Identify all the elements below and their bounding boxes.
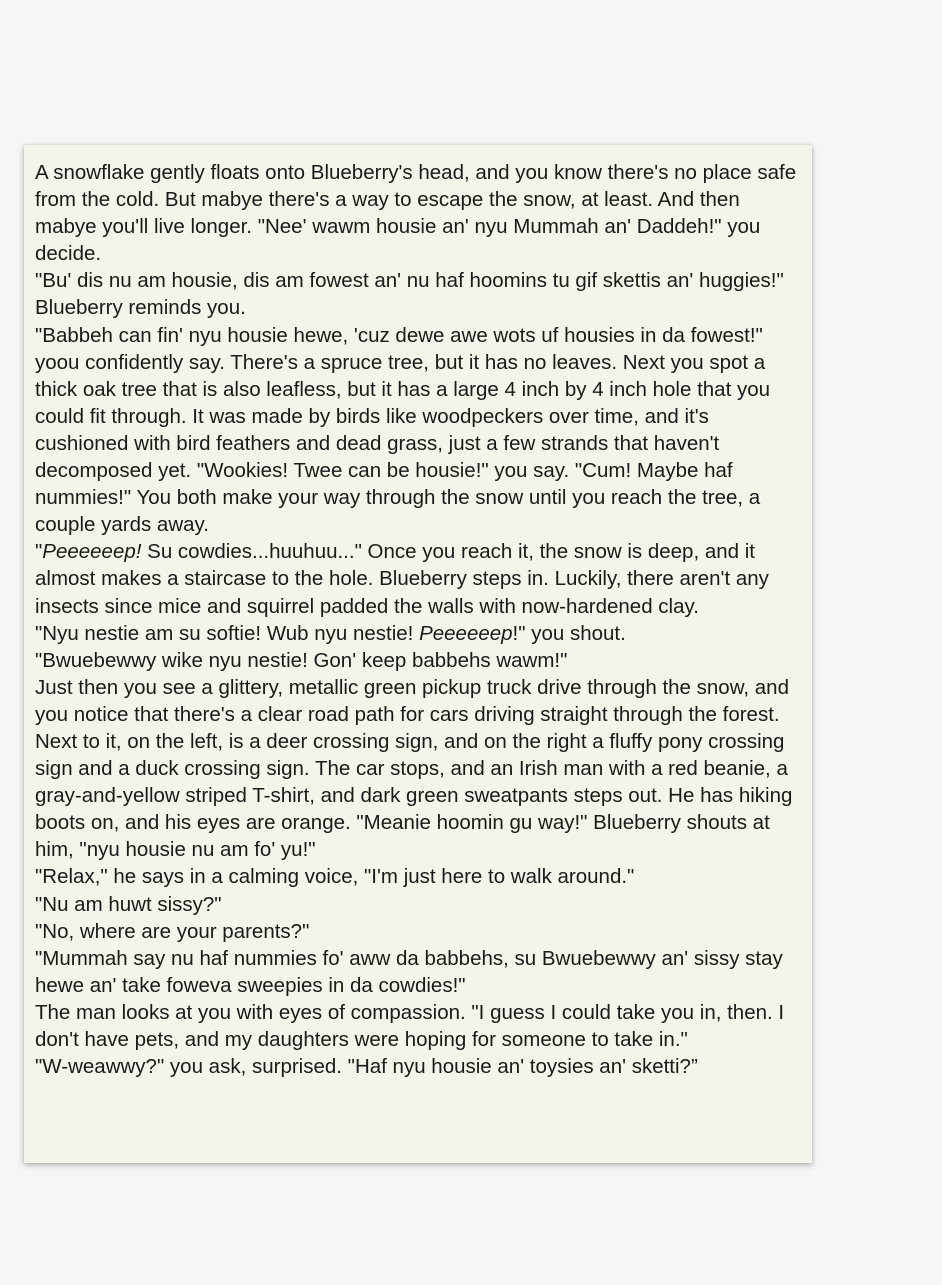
paragraph: "Bu' dis nu am housie, dis am fowest an' nu haf hoomins tu gif skettis an' huggies!" Blueberry reminds you.	[35, 269, 784, 320]
paragraph: "Mummah say nu haf nummies fo' aww da babbehs, su Bwuebewwy an' sissy stay hewe an' take foweva sweepies in da cowdies!"	[35, 946, 783, 997]
paragraph: A snowflake gently floats onto Blueberry's head, and you know there's no place safe from the cold. But mabye there's a way to escape the snow, at least. And then mabye you'll live longer. "Nee' wawm housie an' nyu Mummah an' Daddeh!" you decide.	[35, 161, 797, 266]
paragraph: "W-weawwy?" you ask, surprised. "Haf nyu housie an' toysies an' sketti?”	[35, 1055, 698, 1079]
document-page	[24, 145, 812, 1163]
paragraph: Just then you see a glittery, metallic green pickup truck drive through the snow, and you notice that there's a clear road path for cars driving straight through the forest. Next to it, on the left, is a deer crossing sign, and on the right a fluffy pony crossing sign and a duck crossing sign. The car stops, and an Irish man with a red beanie, a gray-and-yellow striped T-shirt, and dark green sweatpants steps out. He has hiking boots on, and his eyes are orange. "Meanie hoomin gu way!" Blueberry shouts at him, "nyu housie nu am fo' yu!"	[35, 675, 793, 862]
paragraph-text: Su cowdies...huuhuu..." Once you reach it, the snow is deep, and it almost makes a staircase to the hole. Blueberry steps in. Luckily, there aren't any insects since mice and squirrel padded the walls with now-hardened clay.	[35, 540, 769, 618]
paragraph: "Bwuebewwy wike nyu nestie! Gon' keep babbehs wawm!"	[35, 648, 568, 672]
paragraph: "Nu am huwt sissy?"	[35, 892, 222, 916]
quote-mark: "	[35, 540, 43, 564]
paragraph: The man looks at you with eyes of compassion. "I guess I could take you in, then. I don't have pets, and my daughters were hoping for someone to take in."	[35, 1000, 785, 1051]
paragraph-text: "Nyu nestie am su softie! Wub nyu nestie!	[35, 621, 420, 645]
story-text	[35, 159, 798, 1080]
paragraph: "No, where are your parents?"	[35, 919, 310, 943]
paragraph: "Relax," he says in a calming voice, "I'm just here to walk around."	[35, 865, 635, 889]
italic-text: Peeeeeep!	[42, 540, 142, 564]
italic-text: Peeeeeep	[419, 621, 513, 645]
paragraph	[35, 538, 798, 619]
paragraph: "Babbeh can fin' nyu housie hewe, 'cuz dewe awe wots uf housies in da fowest!" yoou confidently say. There's a spruce tree, but it has no leaves. Next you spot a thick oak tree that is also leafless, but it has a large 4 inch by 4 inch hole that you could fit through. It was made by birds like woodpeckers over time, and it's cushioned with bird feathers and dead grass, just a few strands that haven't decomposed yet. "Wookies! Twee can be housie!" you say. "Cum! Maybe haf nummies!" You both make your way through the snow until you reach the tree, a couple yards away.	[35, 323, 771, 537]
paragraph	[35, 620, 798, 647]
paragraph-text: !" you shout.	[512, 621, 626, 645]
